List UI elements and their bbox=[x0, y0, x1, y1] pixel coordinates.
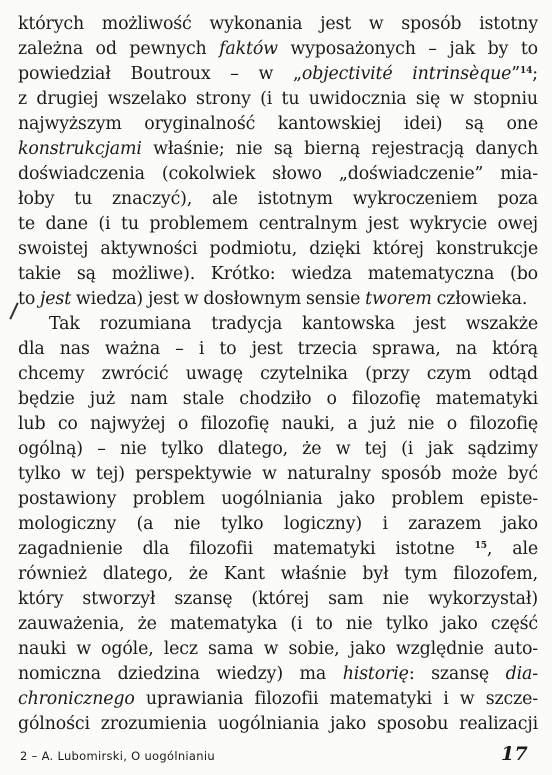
text-line: łoby tu znaczyć), ale istotnym wykroczeniem poza bbox=[18, 189, 538, 209]
text-line: tylko w tej) perspektywie w naturalny sposób może być bbox=[18, 464, 538, 484]
text-line: to jest wiedza) jest w dosłownym sensie tworem człowieka. bbox=[18, 289, 528, 309]
text-line: zależna od pewnych faktów wyposażonych – jak by to bbox=[18, 39, 538, 59]
text-line: chronicznego uprawiania filozofii matematyki i w szcze- bbox=[18, 689, 538, 709]
text-line: ogólną) – nie tylko dlatego, że w tej (i jak sądzimy bbox=[18, 439, 538, 459]
text-line: nomiczna dziedzina wiedzy) ma historię: szansę dia- bbox=[18, 664, 538, 684]
page-footer bbox=[18, 743, 538, 767]
text-line: konstrukcjami właśnie; nie są bierną rejestracją danych bbox=[18, 139, 538, 159]
text-line: zauważenia, że matematyka (i to nie tylko jako część bbox=[18, 614, 538, 634]
text-line: takie są możliwe). Krótko: wiedza matematyczna (bo bbox=[18, 264, 538, 284]
text-line: z drugiej wszelako strony (i tu uwidocznia się w stopniu bbox=[18, 89, 538, 109]
body-text bbox=[18, 12, 538, 737]
book-page bbox=[18, 12, 538, 765]
text-line: powiedział Boutroux – w „objectivité intrinsèque”$^{14}$; bbox=[18, 64, 538, 84]
footnote-ref: 14 bbox=[520, 66, 533, 76]
text-line: dla nas ważna – i to jest trzecia sprawa, na którą bbox=[18, 339, 538, 359]
text-line: te dane (i tu problemem centralnym jest wykrycie owej bbox=[18, 214, 538, 234]
text-line: również dlatego, że Kant właśnie był tym filozofem, bbox=[18, 564, 538, 584]
text-line: gólności zrozumienia uogólniania jako sposobu realizacji bbox=[18, 714, 538, 734]
text-line: Tak rozumiana tradycja kantowska jest wszakże bbox=[49, 314, 538, 334]
text-line: który stworzył szansę (której sam nie wykorzystał) bbox=[18, 589, 538, 609]
text-line: będzie już nam stale chodziło o filozofię matematyki bbox=[18, 389, 538, 409]
text-line: nauki w ogóle, lecz sama w sobie, jako względnie auto- bbox=[18, 639, 538, 659]
text-line: których możliwość wykonania jest w sposób istotny bbox=[18, 14, 538, 34]
text-line: zagadnienie dla filozofii matematyki istotne $^{15}$, ale bbox=[18, 539, 538, 559]
text-line: doświadczenia (cokolwiek słowo „doświadczenie” mia- bbox=[18, 164, 538, 184]
text-line: chcemy zwrócić uwagę czytelnika (przy czym odtąd bbox=[18, 364, 538, 384]
text-line: swoistej aktywności podmiotu, dzięki której konstrukcje bbox=[18, 239, 538, 259]
printer-signature: 2 – A. Lubomirski, O uogólnianiu bbox=[20, 749, 215, 763]
text-line: najwyższym oryginalność kantowskiej idei) są one bbox=[18, 114, 538, 134]
text-line: lub co najwyżej o filozofię nauki, a już nie o filozofię bbox=[18, 414, 538, 434]
text-line: postawiony problem uogólniania jako problem episte- bbox=[18, 489, 538, 509]
footnote-ref: 15 bbox=[474, 541, 487, 551]
text-line: mologiczny (a nie tylko logiczny) i zarazem jako bbox=[18, 514, 538, 534]
page-number: 17 bbox=[500, 743, 528, 765]
